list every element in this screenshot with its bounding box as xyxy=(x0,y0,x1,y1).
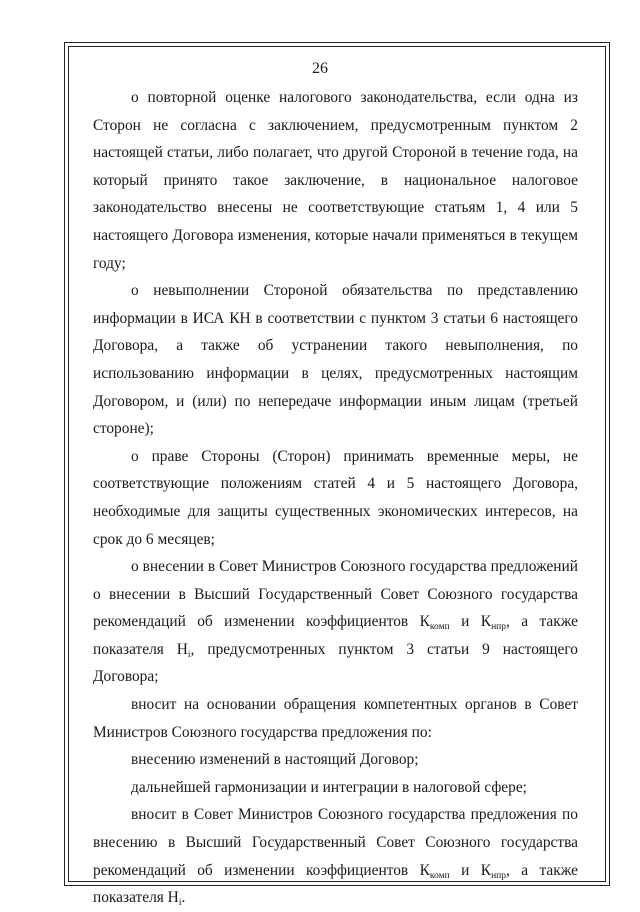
paragraph-text: , а также показателя Н xyxy=(93,613,579,658)
paragraph-text: , а также показателя Н xyxy=(93,861,579,907)
paragraph-text: о невыполнении Стороной обязательства по представлению информации в ИСА КН в соответствии с пунктом 3 статьи 6 настоящего Договора, а также об устранении такого невыполнения, по использованию информации в целях, предусмотренных настоящим Договором, и (или) по непередаче информации иным лицам (третьей стороне); xyxy=(93,282,578,438)
page-number: 26 xyxy=(312,60,328,77)
paragraph-text: о повторной оценке налогового законодательства, если одна из Сторон не согласна с заключением, предусмотренным пунктом 2 настоящей статьи, либо полагает, что другой Стороной в течение года, на который принято такое заключение, в национальное налоговое законодательство внесены не соответствующие статьям 1, 4 или 5 настоящего Договора изменения, которые начали применяться в текущем году; xyxy=(93,89,578,272)
paragraph-p7 xyxy=(93,774,578,802)
paragraph-text: . xyxy=(181,889,186,907)
paragraph-text: вносит в Совет Министров Союзного государства предложения по внесению в Высший Государственный Совет Союзного государства рекомендаций об изменении коэффициентов К xyxy=(93,806,578,879)
subscript-text: комп xyxy=(429,869,450,881)
subscript-text: нпр xyxy=(491,869,507,881)
paragraph-text: вносит на основании обращения компетентных органов в Совет Министров Союзного государства предложения по: xyxy=(93,696,578,741)
subscript-text: нпр xyxy=(491,621,507,633)
subscript-text: комп xyxy=(429,621,450,633)
paragraph-text: и К xyxy=(449,861,492,879)
paragraph-p2 xyxy=(93,277,578,443)
paragraph-p8 xyxy=(93,801,578,911)
subscript-text: i xyxy=(187,648,191,660)
paragraph-p5 xyxy=(93,691,578,746)
paragraph-p3 xyxy=(93,443,578,553)
paragraph-p4 xyxy=(93,553,578,691)
subscript-text: i xyxy=(178,897,182,909)
document-body xyxy=(93,84,578,912)
paragraph-text: дальнейшей гармонизации и интеграции в налоговой сфере; xyxy=(131,778,527,796)
paragraph-text: и К xyxy=(449,613,492,631)
paragraph-text: о праве Стороны (Сторон) принимать временные меры, не соответствующие положениям статей 4 и 5 настоящего Договора, необходимые для защиты существенных экономических интересов, на срок до 6 месяцев; xyxy=(93,447,578,548)
paragraph-p1 xyxy=(93,84,578,277)
paragraph-text: о внесении в Совет Министров Союзного государства предложений о внесении в Высший Государственный Совет Союзного государства рекомендаций об изменении коэффициентов К xyxy=(93,558,578,631)
paragraph-p6 xyxy=(93,746,578,774)
paragraph-text: , предусмотренных пунктом 3 статьи 9 настоящего Договора; xyxy=(93,640,578,686)
paragraph-text: внесению изменений в настоящий Договор; xyxy=(131,751,419,769)
